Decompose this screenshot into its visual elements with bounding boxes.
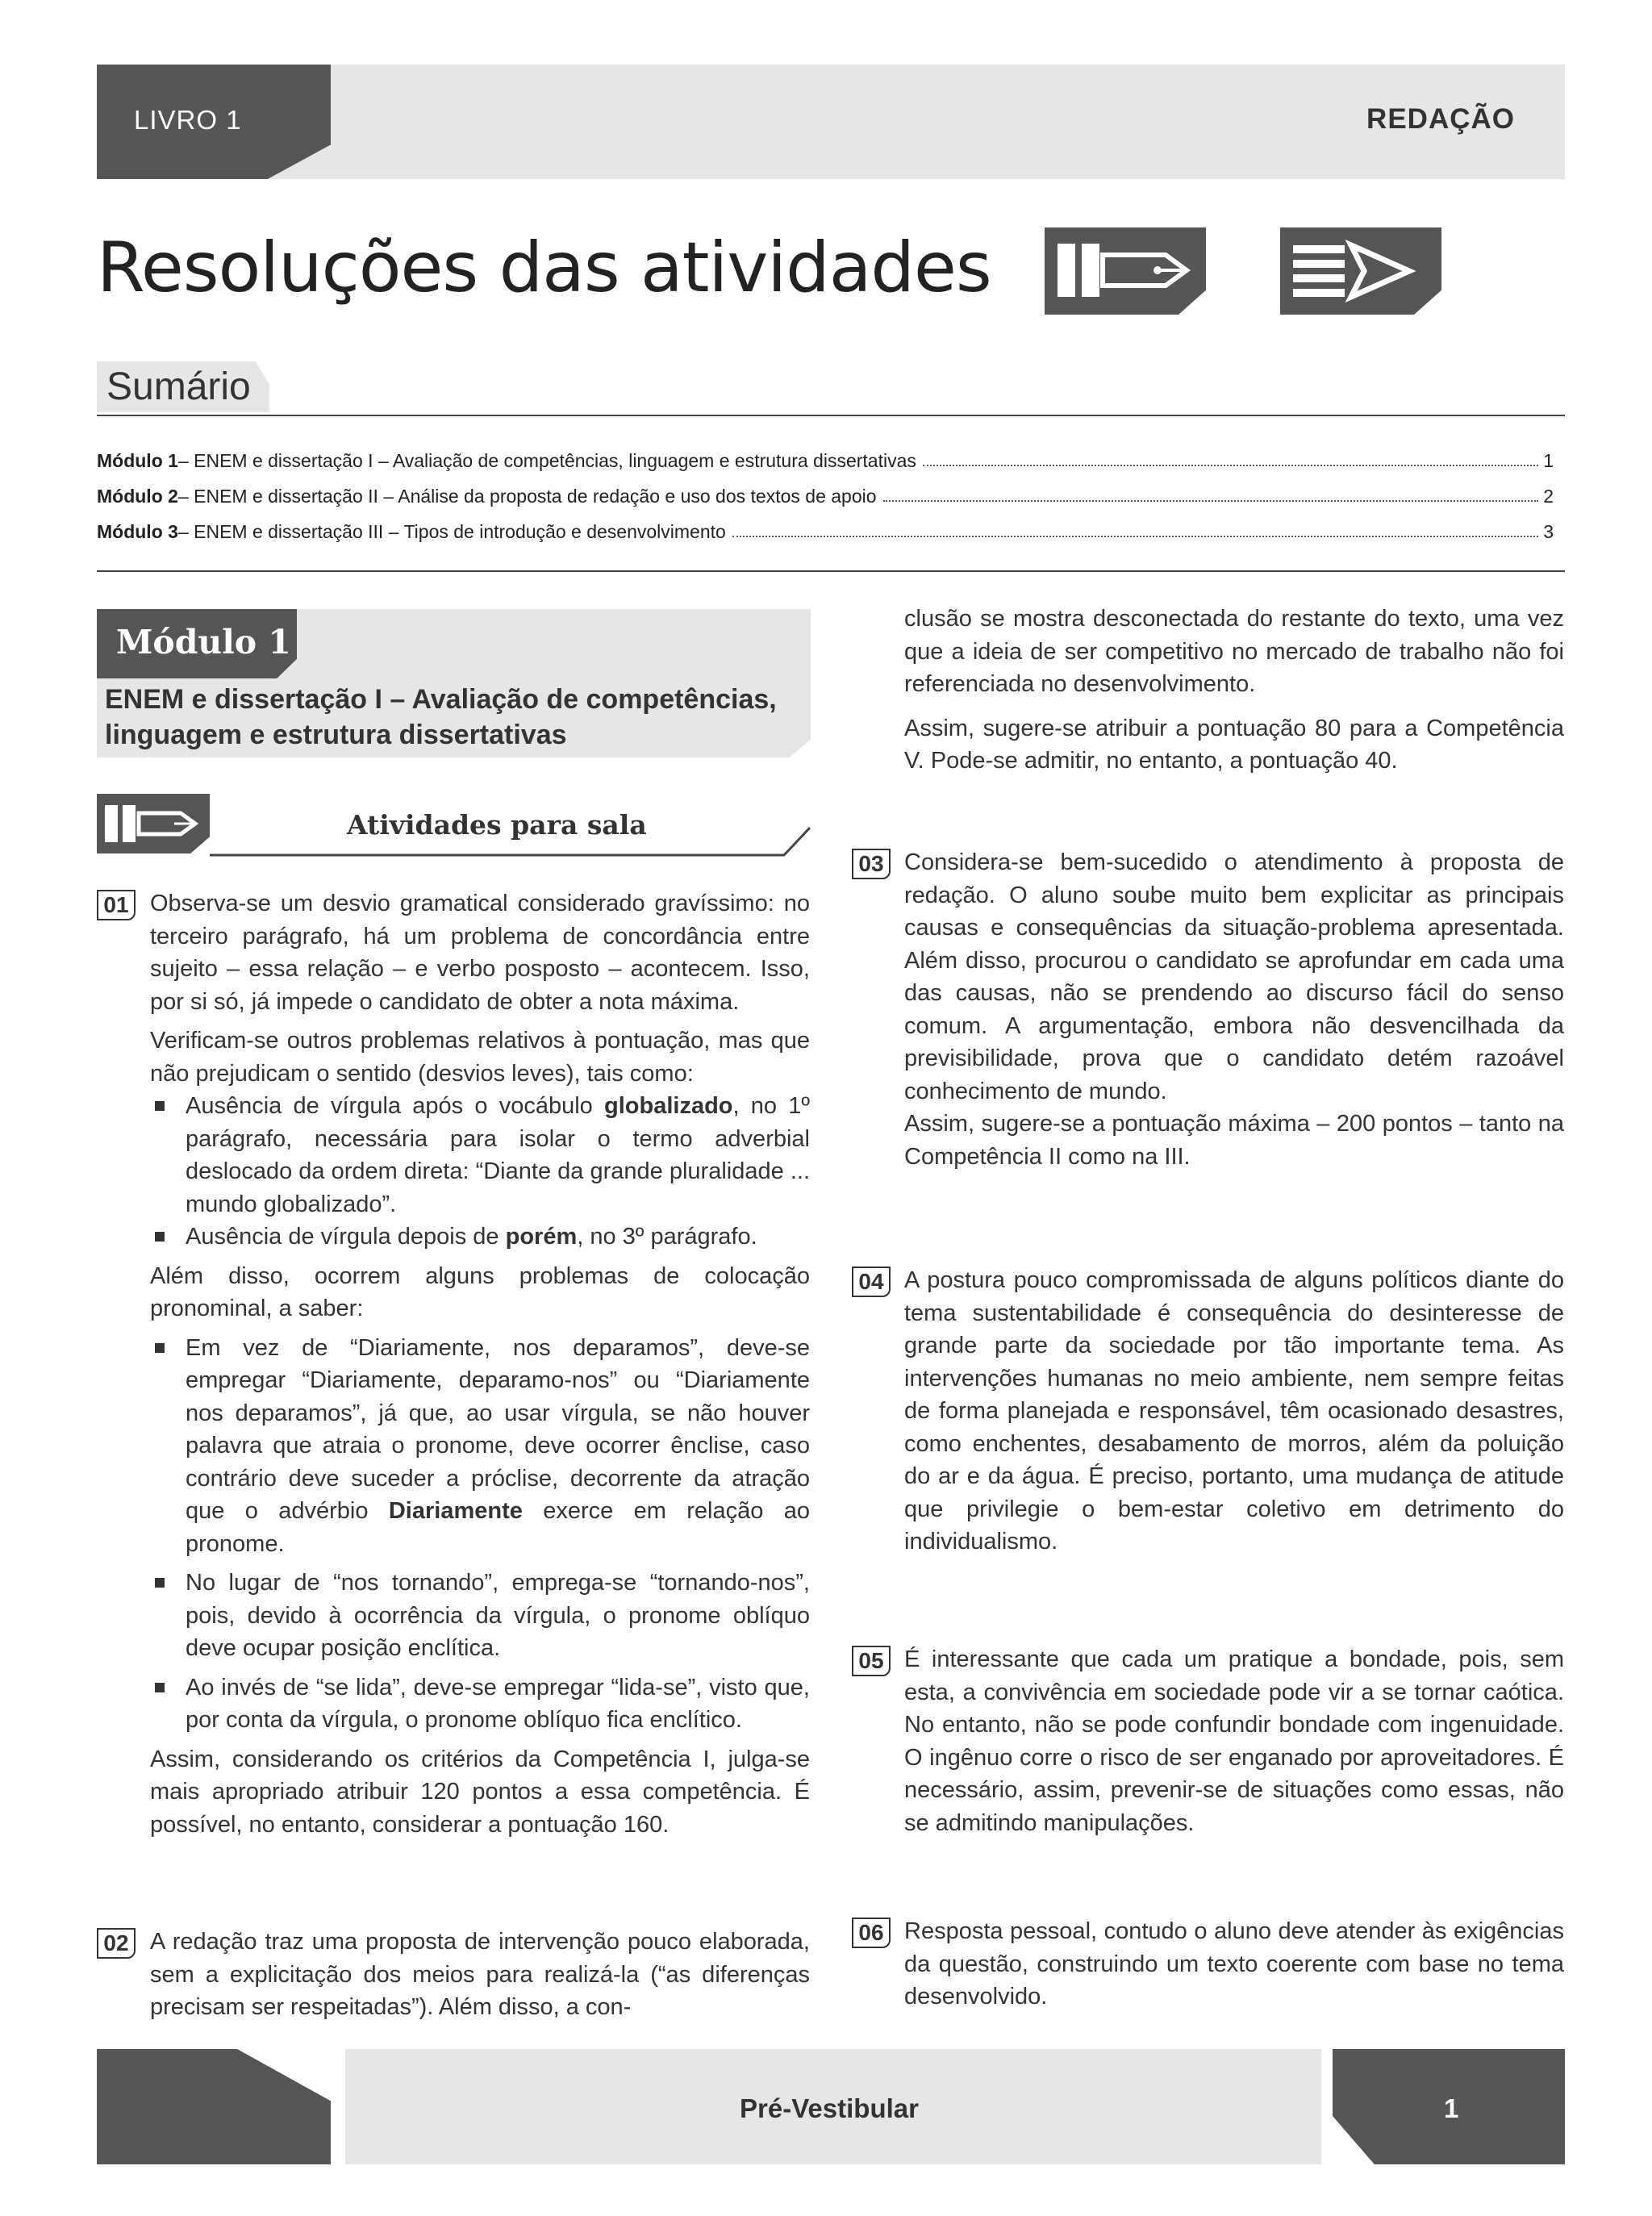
- summary-bottom-rule: [97, 570, 1565, 572]
- question-number-badge: 04: [852, 1267, 891, 1297]
- paragraph: Considera-se bem-sucedido o atendimento à proposta de redação. O aluno soube muito bem explicitar as principais causas e consequências da situação-problema apresentada. Além disso, procurou o candidato se aprofundar em cada uma das causas, não se prendendo ao discurso fácil do senso comum. A argumentação, embora não desvencilhada da previsibilidade, prova que o candidato detém razoável conhecimento de mundo.: [904, 849, 1564, 1104]
- book-label: LIVRO 1: [134, 105, 242, 135]
- question-02-body: [150, 1926, 810, 2024]
- module-subtitle: ENEM e dissertação I – Avaliação de competências, linguagem e estrutura dissertativas: [105, 684, 777, 750]
- toc-module: Módulo 3: [97, 521, 178, 542]
- list-item: Ao invés de “se lida”, deve-se empregar “lida-se”, visto que, por conta da vírgula, o pronome oblíquo fica enclítico.: [150, 1671, 810, 1737]
- list-item: Ausência de vírgula após o vocábulo globalizado, no 1º parágrafo, necessária para isolar o termo adverbial deslocado da ordem direta: “Diante da grande pluralidade ... mundo globalizado”.: [150, 1090, 810, 1221]
- bullet-list: [150, 1332, 810, 1737]
- pencil-arrow-icon: [1280, 227, 1441, 315]
- toc-text: – ENEM e dissertação III – Tipos de introdução e desenvolvimento: [177, 521, 726, 542]
- question-number-badge: 06: [852, 1918, 891, 1948]
- toc-item-1[interactable]: [97, 448, 1554, 472]
- toc-page: 3: [1543, 521, 1554, 542]
- toc-page: 2: [1543, 486, 1554, 507]
- activities-heading: Atividades para sala: [347, 809, 647, 841]
- footer-label: Pré-Vestibular: [740, 2093, 919, 2123]
- paragraph: É interessante que cada um pratique a bondade, pois, sem esta, a convivência em sociedade pode vir a se tornar caótica. No entanto, não se pode confundir bondade com ingenuidade. O ingênuo corre o risco de ser enganado por aproveitadores. É necessário, assim, prevenir-se de situações como essas, não se admitindo manipulações.: [904, 1646, 1564, 1836]
- subject-label: REDAÇÃO: [1366, 103, 1515, 135]
- paragraph: A postura pouco compromissada de alguns políticos diante do tema sustentabilidade é consequência do desinteresse de grande parte da sociedade por tão importante tema. As intervenções humanas no meio ambiente, nem sempre feitas de forma planejada e responsável, têm ocasionado desastres, como enchentes, desabamento de morros, além da poluição do ar e da água. É preciso, portanto, uma mudança de atitude que privilegie o bem-estar coletivo em detrimento do individualismo.: [904, 1267, 1564, 1555]
- question-03-body: [904, 846, 1564, 1173]
- bullet-list: [150, 1090, 810, 1254]
- toc-item-3[interactable]: [97, 519, 1554, 543]
- pen-nib-icon: [1045, 227, 1206, 315]
- list-item: No lugar de “nos tornando”, emprega-se “tornando-nos”, pois, devido à ocorrência da vírgula, o pronome oblíquo deve ocupar posição enclítica.: [150, 1567, 810, 1665]
- paragraph: A redação traz uma proposta de intervenção pouco elaborada, sem a explicitação dos meios para realizá-la (“as diferenças precisam ser respeitadas”). Além disso, a con-: [150, 1929, 810, 2020]
- module-label: Módulo 1: [116, 623, 291, 661]
- toc-module: Módulo 1: [97, 450, 178, 471]
- footer-left-block: [97, 2049, 331, 2164]
- question-04-body: [904, 1264, 1564, 1559]
- question-number-badge: 03: [852, 849, 891, 879]
- toc-leader: [732, 536, 1538, 537]
- list-item: Ausência de vírgula depois de porém, no 3º parágrafo.: [150, 1221, 810, 1254]
- question-05-body: [904, 1643, 1564, 1839]
- toc-leader: [923, 465, 1538, 466]
- question-06-body: [904, 1915, 1564, 2014]
- question-number-badge: 01: [97, 890, 136, 920]
- paragraph: Assim, considerando os critérios da Competência I, julga-se mais apropriado atribuir 120 pontos a essa competência. É possível, no entanto, considerar a pontuação 160.: [150, 1746, 810, 1838]
- paragraph: Observa-se um desvio gramatical considerado gravíssimo: no terceiro parágrafo, há um problema de concordância entre sujeito – essa relação – e verbo posposto – acontecem. Isso, por si só, já impede o candidato de obter a nota máxima.: [150, 891, 810, 1015]
- paragraph: clusão se mostra desconectada do restante do texto, uma vez que a ideia de ser competitivo no mercado de trabalho não foi referenciada no desenvolvimento.: [904, 606, 1564, 697]
- toc-page: 1: [1543, 450, 1554, 471]
- pen-nib-icon: [97, 794, 210, 853]
- toc-text: – ENEM e dissertação II – Análise da proposta de redação e uso dos textos de apoio: [177, 486, 877, 507]
- list-item: Em vez de “Diariamente, nos deparamos”, deve-se empregar “Diariamente, deparamo-nos” ou “Diariamente nos deparamos”, já que, ao usar vírgula, se não houver palavra que atraia o pronome, deve ocorrer ênclise, caso contrário deve suceder a próclise, decorrente da atração que o advérbio Diariamente exerce em relação ao pronome.: [150, 1332, 810, 1561]
- toc-module: Módulo 2: [97, 486, 178, 507]
- toc-item-2[interactable]: [97, 483, 1554, 507]
- activities-underline: [210, 823, 811, 857]
- paragraph: Resposta pessoal, contudo o aluno deve atender às exigências da questão, construindo um texto coerente com base no tema desenvolvido.: [904, 1918, 1564, 2009]
- paragraph: Verificam-se outros problemas relativos à pontuação, mas que não prejudicam o sentido (desvios leves), tais como:: [150, 1028, 810, 1087]
- summary-label: Sumário: [106, 365, 251, 408]
- page-number: 1: [1444, 2093, 1459, 2123]
- question-number-badge: 02: [97, 1928, 136, 1959]
- toc-leader: [883, 500, 1539, 502]
- summary-top-rule: [97, 415, 1565, 416]
- question-01-body: [150, 887, 810, 1841]
- paragraph: Assim, sugere-se atribuir a pontuação 80 para a Competência V. Pode-se admitir, no entanto, a pontuação 40.: [904, 715, 1564, 774]
- question-02-continued: [904, 603, 1564, 778]
- paragraph: Além disso, ocorrem alguns problemas de colocação pronominal, a saber:: [150, 1262, 810, 1321]
- paragraph: Assim, sugere-se a pontuação máxima – 200 pontos – tanto na Competência II como na III.: [904, 1111, 1564, 1170]
- page-title: Resoluções das atividades: [97, 227, 991, 308]
- question-number-badge: 05: [852, 1646, 891, 1676]
- toc-text: – ENEM e dissertação I – Avaliação de competências, linguagem e estrutura dissertativas: [177, 450, 916, 471]
